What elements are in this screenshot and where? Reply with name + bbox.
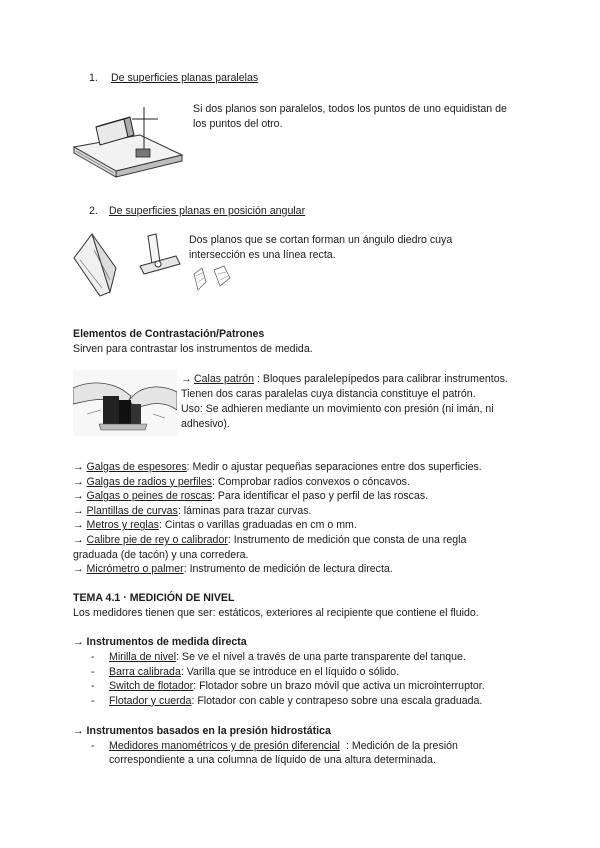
arrow-icon: → xyxy=(73,461,84,473)
arrow-icon: → xyxy=(73,490,84,503)
section2-number: 2. xyxy=(89,205,98,217)
group1-item-term: Switch de flotador xyxy=(109,680,194,693)
section1-text-line2: los puntos del otro. xyxy=(193,118,283,130)
patron-item-def: : Cintas o varillas graduadas en cm o mm. xyxy=(158,519,357,532)
calas-line4: adhesivo). xyxy=(181,418,230,430)
patron-item-def: : Comprobar radios convexos o cóncavos. xyxy=(211,475,410,488)
patron-item xyxy=(73,562,393,576)
group2-dash: - xyxy=(91,740,95,752)
group1-item-def: : Flotador con cable y contrapeso sobre una escala graduada. xyxy=(191,694,483,707)
section1-number: 1. xyxy=(89,72,98,84)
group1-item xyxy=(109,679,485,693)
list-dash: - xyxy=(91,694,95,707)
patron-item-def: : Para identificar el paso y perfil de las roscas. xyxy=(211,490,429,503)
tema-intro: Los medidores tienen que ser: estáticos, exteriores al recipiente que contiene el fluido. xyxy=(73,607,479,619)
small-angle-sketch xyxy=(192,264,234,294)
patron-item xyxy=(73,504,311,518)
patron-item-def: : Instrumento de medición que consta de una regla xyxy=(227,534,467,546)
group2-item-term: Medidores manométricos y de presión diferencial xyxy=(109,740,340,752)
parallel-planes-figure xyxy=(70,105,186,185)
group1-item xyxy=(109,694,482,708)
angular-planes-figure xyxy=(70,230,190,298)
patrones-intro: Sirven para contrastar los instrumentos de medida. xyxy=(73,343,313,355)
section2-text-line1: Dos planos que se cortan forman un ángulo diedro cuya xyxy=(189,234,453,246)
patron-item-term: Galgas de espesores xyxy=(86,461,187,473)
calas-line2: Tienen dos caras paralelas cuya distancia constituye el patrón. xyxy=(181,388,476,400)
patron-item xyxy=(73,460,482,474)
calas-arrow: → xyxy=(181,373,192,385)
section2-text-line2: intersección es una línea recta. xyxy=(189,249,336,261)
group2-item-line2: correspondiente a una columna de líquido de una altura determinada. xyxy=(109,754,436,766)
patron-item xyxy=(73,533,466,547)
group2-item-def: : Medición de la presión xyxy=(346,740,458,752)
calas-line3: Uso: Se adhieren mediante un movimiento con presión (ni imán, ni xyxy=(181,403,494,415)
section2-heading: De superficies planas en posición angular xyxy=(109,205,306,217)
group1-item-def: : Varilla que se introduce en el líquido o sólido. xyxy=(180,665,400,678)
patron-item-def: graduada (de tacón) y una corredera. xyxy=(73,548,249,561)
patron-item-term: Calibre pie de rey o calibrador xyxy=(86,534,228,546)
tema-heading: TEMA 4.1 · MEDICIÓN DE NIVEL xyxy=(73,592,235,604)
group2-heading: → Instrumentos basados en la presión hidrostática xyxy=(73,725,331,737)
group1-item-term: Flotador y cuerda xyxy=(109,694,192,707)
patron-item xyxy=(73,518,357,532)
patron-item-def: : láminas para trazar curvas. xyxy=(177,504,312,517)
list-dash: - xyxy=(91,651,95,663)
patron-item xyxy=(73,489,428,503)
calas-def: : Bloques paralelepípedos para calibrar instrumentos. xyxy=(257,373,508,385)
section1-heading: De superficies planas paralelas xyxy=(111,72,259,84)
group1-item-term: Mirilla de nivel xyxy=(109,651,177,663)
group1-item-def: : Se ve el nivel a través de una parte transparente del tanque. xyxy=(176,651,466,663)
arrow-icon: → xyxy=(73,504,84,517)
patron-item-def: : Medir o ajustar pequeñas separaciones entre dos superficies. xyxy=(186,461,482,473)
group1-item xyxy=(109,650,466,664)
group1-item xyxy=(109,665,399,679)
patron-item-term: Plantillas de curvas xyxy=(86,504,178,517)
arrow-icon: → xyxy=(73,563,84,576)
patron-item-term: Metros y reglas xyxy=(86,519,159,532)
patron-item xyxy=(73,548,249,562)
group1-item-def: : Flotador sobre un brazo móvil que activa un microinterruptor. xyxy=(193,680,485,693)
patron-item-term: Galgas o peines de roscas xyxy=(86,490,212,503)
list-dash: - xyxy=(91,665,95,678)
arrow-icon: → xyxy=(73,519,84,532)
patron-item-term: Micrómetro o palmer xyxy=(86,563,184,576)
arrow-icon: → xyxy=(73,534,84,546)
patrones-heading: Elementos de Contrastación/Patrones xyxy=(73,328,265,340)
arrow-icon: → xyxy=(73,475,84,488)
group1-item-term: Barra calibrada xyxy=(109,665,181,678)
section1-text-line1: Si dos planos son paralelos, todos los puntos de uno equidistan de xyxy=(193,103,507,115)
patron-item-term: Galgas de radios y perfiles xyxy=(86,475,212,488)
calas-term: Calas patrón xyxy=(194,373,255,385)
list-dash: - xyxy=(91,680,95,693)
group1-heading: → Instrumentos de medida directa xyxy=(73,636,247,648)
calas-patron-photo xyxy=(73,370,177,436)
patron-item-def: : Instrumento de medición de lectura directa. xyxy=(183,563,393,576)
patron-item xyxy=(73,475,410,489)
